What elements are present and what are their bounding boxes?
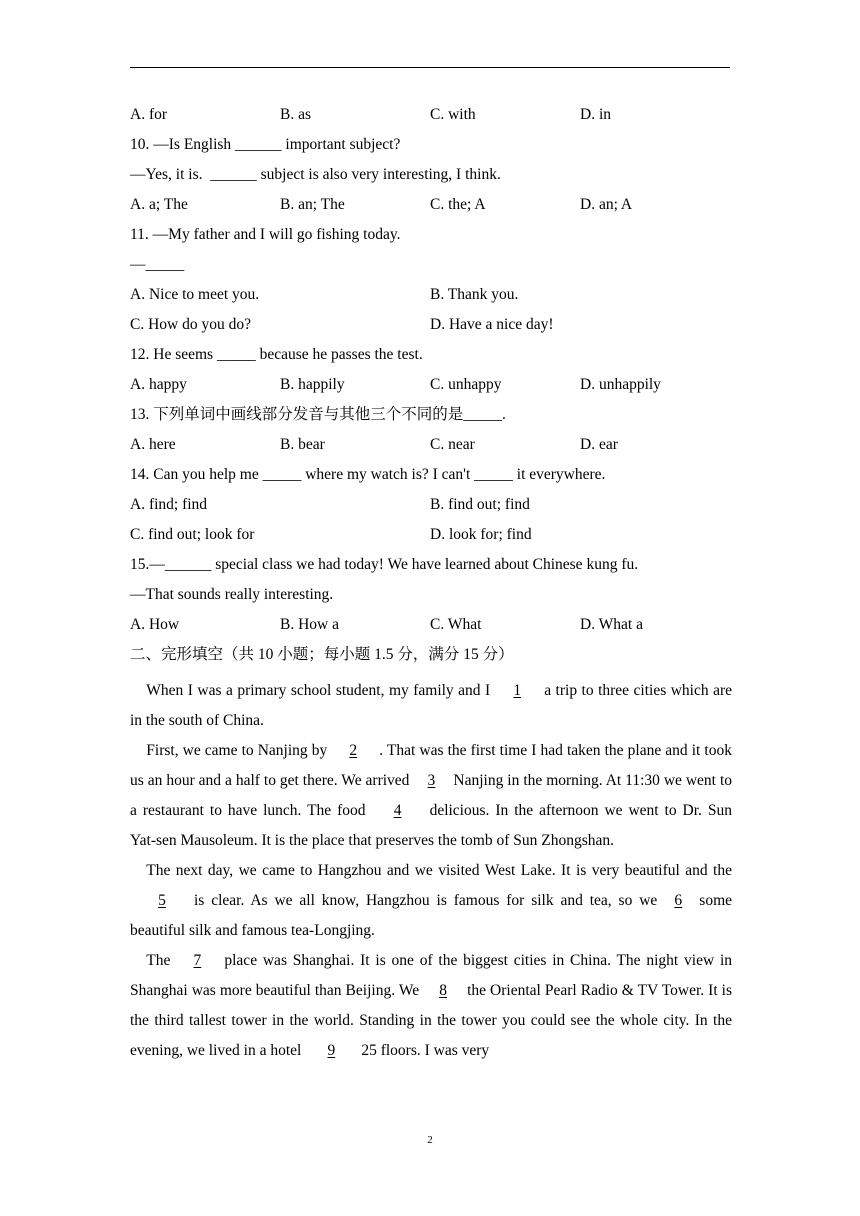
answer-options bbox=[130, 283, 732, 313]
question-line: —Yes, it is. ______ subject is also very interesting, I think. bbox=[130, 166, 501, 183]
section-title: 二、完形填空（共 10 小题；每小题 1.5 分，满分 15 分） bbox=[130, 646, 514, 663]
page-number: 2 bbox=[427, 1134, 433, 1146]
answer-option: D. look for; find bbox=[430, 526, 532, 543]
question-line: —That sounds really interesting. bbox=[130, 586, 334, 603]
question-line: 14. Can you help me _____ where my watch is? I can't _____ it everywhere. bbox=[130, 466, 606, 483]
question-line: —_____ bbox=[130, 256, 185, 273]
cloze-blank: 9 bbox=[327, 1042, 336, 1059]
question-line: 13. 下列单词中画线部分发音与其他三个不同的是_____. bbox=[130, 406, 506, 423]
question-line: 12. He seems _____ because he passes the test. bbox=[130, 346, 423, 363]
answer-option: D. an; A bbox=[580, 196, 633, 213]
question-list bbox=[130, 103, 732, 643]
passage-paragraph: First, we came to Nanjing by 2 . That was the first time I had taken the plane and it took us an hour and a half to get there. We arrived 3 Nanjing in the morning. At 11:30 we went to a restaurant to have lunch. The food 4 delicious. In the afternoon we went to Dr. Sun Yat-sen Mausoleum. It is the place that preserves the tomb of Sun Zhongshan. bbox=[130, 736, 732, 856]
passage-paragraph: When I was a primary school student, my family and I 1 a trip to three cities which are in the south of China. bbox=[130, 676, 732, 736]
cloze-blank: 8 bbox=[439, 982, 447, 999]
answer-options bbox=[130, 313, 732, 343]
answer-option: D. unhappily bbox=[580, 376, 661, 393]
answer-option: B. Thank you. bbox=[430, 286, 519, 303]
answer-option: C. with bbox=[430, 106, 476, 123]
answer-option: C. How do you do? bbox=[130, 316, 251, 333]
answer-option: B. How a bbox=[280, 616, 339, 633]
passage-paragraph: The next day, we came to Hangzhou and we visited West Lake. It is very beautiful and the5 is clear. As we all know, Hangzhou is famous for silk and tea, so we 6 some beautiful silk and famous tea-Longjing. bbox=[130, 862, 732, 939]
answer-option: B. find out; find bbox=[430, 496, 530, 513]
cloze-blank: 2 bbox=[349, 742, 358, 759]
answer-option: A. happy bbox=[130, 376, 187, 393]
answer-option: B. an; The bbox=[280, 196, 345, 213]
answer-option: B. bear bbox=[280, 436, 325, 453]
answer-option: A. here bbox=[130, 436, 176, 453]
question-line: 10. —Is English ______ important subject? bbox=[130, 136, 401, 153]
cloze-blank: 7 bbox=[193, 952, 202, 969]
answer-options bbox=[130, 613, 732, 643]
cloze-blank: 6 bbox=[674, 892, 683, 909]
answer-options bbox=[130, 103, 732, 133]
cloze-blank: 5 bbox=[158, 892, 166, 909]
cloze-blank: 1 bbox=[513, 682, 522, 699]
answer-option: A. find; find bbox=[130, 496, 208, 513]
answer-option: D. ear bbox=[580, 436, 618, 453]
exam-content bbox=[130, 103, 732, 1066]
answer-option: A. Nice to meet you. bbox=[130, 286, 260, 303]
question-line: 15.—______ special class we had today! We have learned about Chinese kung fu. bbox=[130, 556, 639, 573]
answer-option: D. What a bbox=[580, 616, 643, 633]
answer-option: C. near bbox=[430, 436, 475, 453]
question-line: 11. —My father and I will go fishing today. bbox=[130, 226, 401, 243]
header-rule bbox=[130, 67, 730, 68]
answer-option: C. What bbox=[430, 616, 482, 633]
answer-option: A. for bbox=[130, 106, 168, 123]
answer-option: A. How bbox=[130, 616, 180, 633]
passage-paragraph: The 7 place was Shanghai. It is one of the biggest cities in China. The night view in Shanghai was more beautiful than Beijing. We 8 the Oriental Pearl Radio & TV Tower. It is the third tallest tower in the world. Standing in the tower you could see the whole city. In the evening, we lived in a hotel 9 25 floors. I was very bbox=[130, 946, 732, 1066]
answer-option: C. unhappy bbox=[430, 376, 502, 393]
cloze-passage bbox=[130, 676, 732, 1066]
answer-option: A. a; The bbox=[130, 196, 188, 213]
answer-option: C. the; A bbox=[430, 196, 486, 213]
cloze-blank: 3 bbox=[427, 772, 436, 789]
answer-options bbox=[130, 193, 732, 223]
answer-option: D. Have a nice day! bbox=[430, 316, 554, 333]
answer-option: C. find out; look for bbox=[130, 526, 255, 543]
answer-option: D. in bbox=[580, 106, 611, 123]
answer-option: B. happily bbox=[280, 376, 345, 393]
answer-options bbox=[130, 523, 732, 553]
answer-option: B. as bbox=[280, 106, 311, 123]
answer-options bbox=[130, 373, 732, 403]
answer-options bbox=[130, 433, 732, 463]
cloze-blank: 4 bbox=[393, 802, 402, 819]
answer-options bbox=[130, 493, 732, 523]
